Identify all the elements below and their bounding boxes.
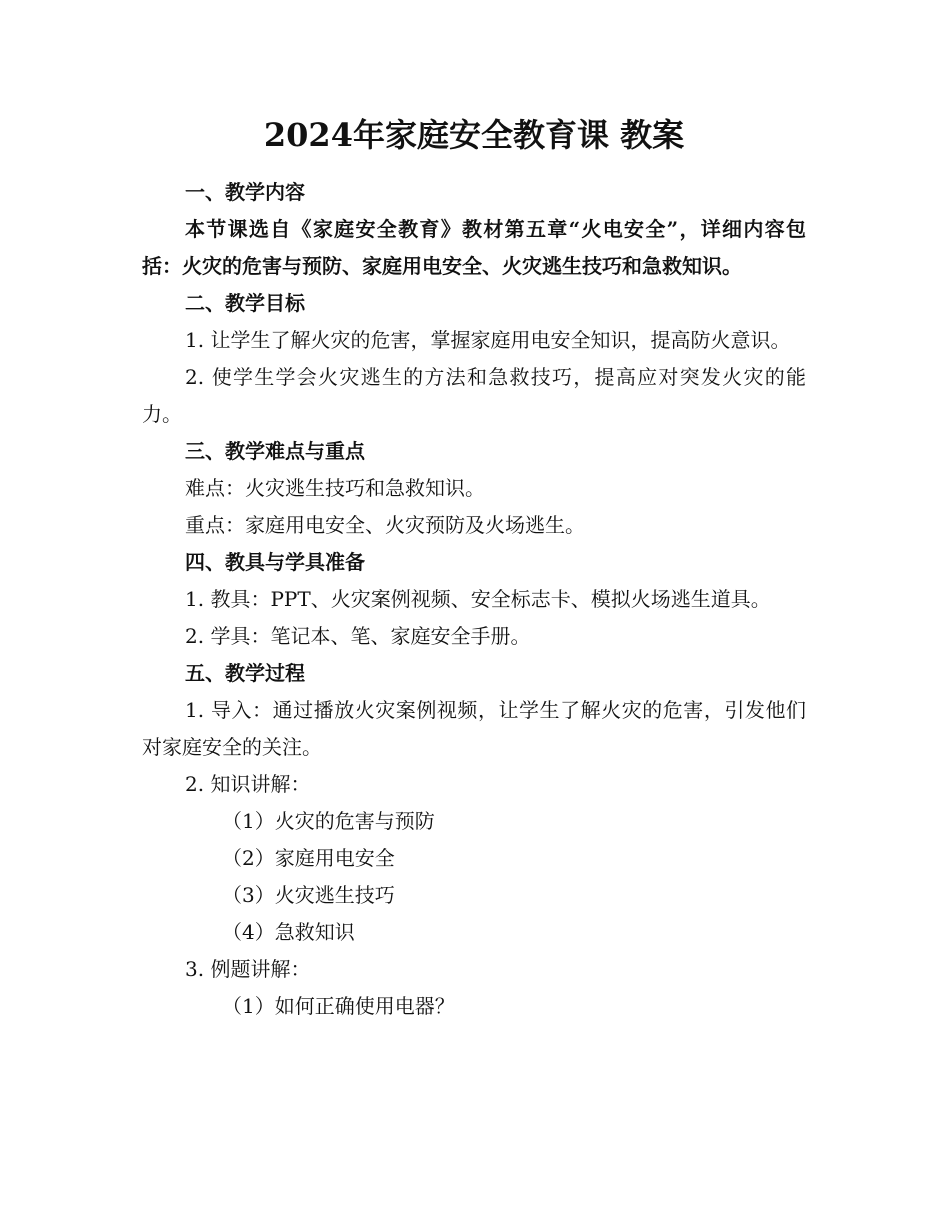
section-heading-materials: 四、教具与学具准备 bbox=[185, 550, 365, 574]
process-subitem: （4）急救知识 bbox=[222, 920, 355, 944]
process-step: 1. 导入：通过播放火灾案例视频，让学生了解火灾的危害，引发他们对家庭安全的关注。 bbox=[142, 698, 806, 759]
section-content-body: 本节课选自《家庭安全教育》教材第五章“火电安全”，详细内容包括：火灾的危害与预防、家庭用电安全、火灾逃生技巧和急救知识。 bbox=[142, 217, 806, 278]
material-item: 1. 教具：PPT、火灾案例视频、安全标志卡、模拟火场逃生道具。 bbox=[185, 587, 771, 611]
section-heading-objectives: 二、教学目标 bbox=[185, 291, 305, 315]
process-subitem: （1）火灾的危害与预防 bbox=[222, 809, 435, 833]
process-step: 3. 例题讲解： bbox=[185, 957, 311, 981]
process-subitem: （2）家庭用电安全 bbox=[222, 846, 395, 870]
objective-item: 2. 使学生学会火灾逃生的方法和急救技巧，提高应对突发火灾的能力。 bbox=[142, 365, 806, 426]
difficulty-text: 难点：火灾逃生技巧和急救知识。 bbox=[185, 476, 485, 500]
document-title: 2024年家庭安全教育课 教案 bbox=[263, 116, 685, 154]
key-point-text: 重点：家庭用电安全、火灾预防及火场逃生。 bbox=[185, 513, 585, 537]
section-heading-content: 一、教学内容 bbox=[185, 180, 305, 204]
process-subitem: （3）火灾逃生技巧 bbox=[222, 883, 395, 907]
section-heading-process: 五、教学过程 bbox=[185, 661, 305, 685]
section-heading-difficulty-key: 三、教学难点与重点 bbox=[185, 439, 365, 463]
material-item: 2. 学具：笔记本、笔、家庭安全手册。 bbox=[185, 624, 531, 648]
process-step: 2. 知识讲解： bbox=[185, 772, 311, 796]
process-subitem: （1）如何正确使用电器？ bbox=[222, 994, 455, 1018]
objective-item: 1. 让学生了解火灾的危害，掌握家庭用电安全知识，提高防火意识。 bbox=[185, 328, 791, 352]
